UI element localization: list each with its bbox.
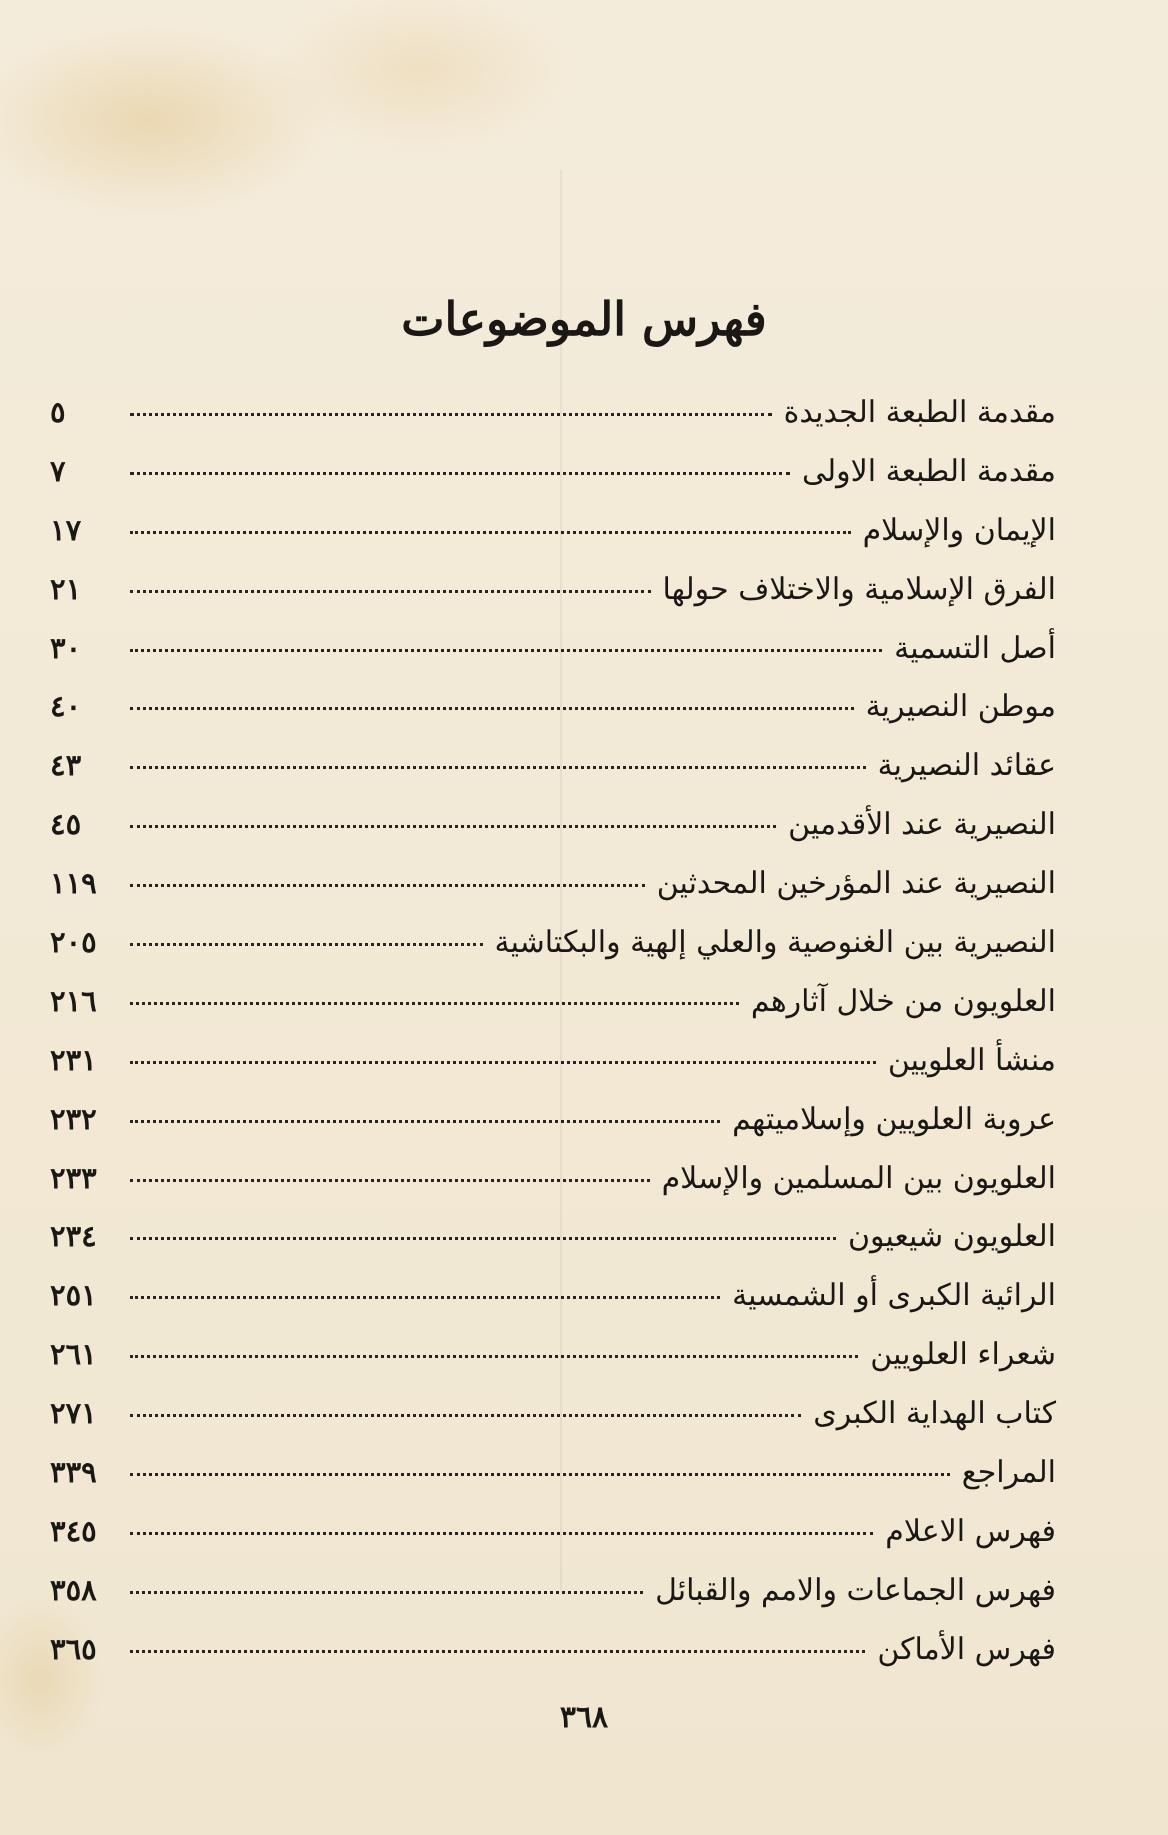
toc-entry-title: المراجع (961, 1455, 1056, 1491)
toc-entry-page: ٢٣٢ (50, 1101, 97, 1136)
dot-leader (130, 1061, 876, 1064)
page-title: فهرس الموضوعات (401, 292, 767, 346)
dot-leader (130, 472, 790, 475)
toc-entry (50, 572, 1056, 631)
toc-entry (50, 1161, 1056, 1220)
dot-leader (130, 1591, 643, 1594)
toc-entry-page: ٢٧١ (50, 1396, 97, 1431)
toc-entry-title: مقدمة الطبعة الاولى (802, 453, 1056, 489)
dot-leader (130, 1532, 873, 1535)
toc-entry-title: موطن النصيرية (865, 689, 1056, 725)
toc-entry-page: ٣٥٨ (50, 1572, 97, 1607)
toc-entry (50, 925, 1056, 984)
toc-entry (50, 807, 1056, 866)
toc-entry-page: ٢٣١ (50, 1042, 97, 1077)
toc-entry-page: ٤٥ (50, 807, 82, 842)
dot-leader (130, 1650, 865, 1653)
toc-entry-page: ٤٣ (50, 748, 82, 783)
toc-entry-title: العلويون بين المسلمين والإسلام (661, 1160, 1056, 1196)
toc-entry-title: الرائية الكبرى أو الشمسية (732, 1278, 1056, 1314)
toc-entry (50, 454, 1056, 513)
dot-leader (130, 943, 483, 946)
toc-entry-title: النصيرية عند الأقدمين (788, 807, 1056, 843)
toc-entry-title: مقدمة الطبعة الجديدة (783, 395, 1056, 430)
toc-entry (50, 1396, 1056, 1455)
toc-entry (50, 866, 1056, 925)
page-number: ٣٦٨ (559, 1700, 609, 1735)
dot-leader (130, 590, 651, 593)
toc-entry-title: عقائد النصيرية (877, 748, 1056, 784)
toc-entry-title: فهرس الجماعات والامم والقبائل (655, 1572, 1056, 1608)
toc-entry (50, 1455, 1056, 1514)
toc-entry-title: الفرق الإسلامية والاختلاف حولها (662, 571, 1056, 607)
toc-entry (50, 689, 1056, 748)
toc-entry-page: ٣٤٥ (50, 1513, 97, 1548)
toc-entry (50, 631, 1056, 690)
dot-leader (130, 1414, 801, 1417)
dot-leader (130, 1237, 836, 1240)
toc-entry-title: فهرس الاعلام (885, 1513, 1056, 1549)
dot-leader (130, 884, 645, 887)
toc-entry-title: النصيرية عند المؤرخين المحدثين (656, 866, 1056, 902)
toc-entry-page: ٧ (50, 453, 66, 488)
dot-leader (130, 1473, 950, 1476)
toc-entry (50, 513, 1056, 572)
toc-entry-title: أصل التسمية (894, 630, 1056, 666)
toc-entry-title: عروبة العلويين وإسلاميتهم (732, 1101, 1056, 1137)
toc-entry (50, 1632, 1056, 1691)
toc-entry-title: منشأ العلويين (887, 1042, 1056, 1078)
toc-entry (50, 1278, 1056, 1337)
toc-entry (50, 1043, 1056, 1102)
dot-leader (130, 1296, 720, 1299)
toc-entry (50, 1573, 1056, 1632)
dot-leader (130, 1120, 720, 1123)
toc-entry-page: ٣٣٩ (50, 1455, 97, 1490)
toc-entry-page: ٢٣٣ (50, 1160, 97, 1195)
dot-leader (130, 413, 772, 416)
toc-entry-title: شعراء العلويين (870, 1337, 1056, 1373)
toc-entry (50, 1219, 1056, 1278)
toc-entry (50, 1337, 1056, 1396)
toc-entry-page: ٣٦٥ (50, 1631, 97, 1666)
dot-leader (130, 1179, 650, 1182)
toc-entry-page: ٢١٦ (50, 983, 97, 1018)
toc-entry (50, 395, 1056, 454)
toc-entry-title: العلويون من خلال آثارهم (750, 983, 1056, 1019)
toc-entry-page: ٢٦١ (50, 1337, 97, 1372)
dot-leader (130, 825, 776, 828)
toc-entry-page: ٢٠٥ (50, 925, 97, 960)
toc-entry (50, 1514, 1056, 1573)
toc-entry (50, 748, 1056, 807)
dot-leader (130, 531, 851, 534)
dot-leader (130, 649, 882, 652)
toc-entry-page: ١٧ (50, 512, 82, 547)
toc-entry-title: العلويون شيعيون (847, 1219, 1056, 1255)
toc-entry-page: ٤٠ (50, 689, 82, 724)
toc-entry-page: ٣٠ (50, 630, 82, 665)
dot-leader (130, 707, 854, 710)
dot-leader (130, 1002, 739, 1005)
toc-entry-page: ٥ (50, 395, 66, 429)
toc-entry-title: الإيمان والإسلام (862, 512, 1056, 548)
toc-entry-page: ١١٩ (50, 866, 97, 901)
toc-entry (50, 984, 1056, 1043)
table-of-contents (50, 395, 1056, 1691)
toc-entry-page: ٢٣٤ (50, 1219, 97, 1254)
dot-leader (130, 766, 866, 769)
toc-entry-title: النصيرية بين الغنوصية والعلي إلهية والبكتاشية (494, 925, 1056, 961)
toc-entry (50, 1102, 1056, 1161)
toc-entry-title: كتاب الهداية الكبرى (813, 1396, 1056, 1432)
toc-entry-title: فهرس الأماكن (877, 1631, 1056, 1667)
dot-leader (130, 1355, 858, 1358)
toc-entry-page: ٢١ (50, 571, 82, 606)
toc-entry-page: ٢٥١ (50, 1278, 97, 1313)
